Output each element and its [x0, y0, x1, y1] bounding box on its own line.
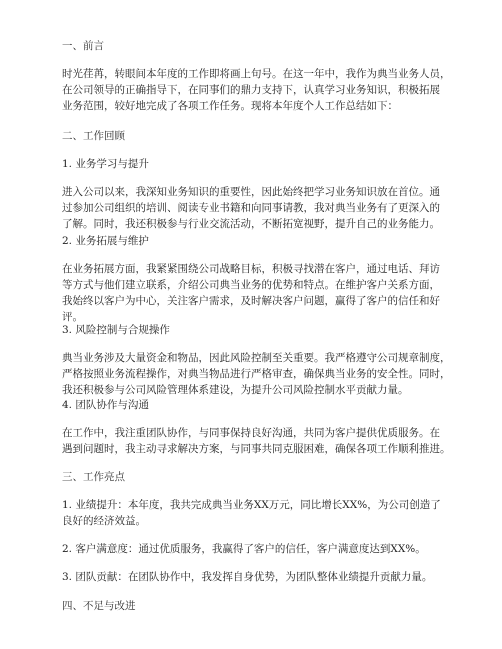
paragraph-line: 我始终以客户为中心，关注客户需求，及时解决客户问题，赢得了客户的信任和好	[62, 295, 440, 307]
paragraph-line: 严格按照业务流程操作，对典当物品进行严格审查，确保典当业务的安全性。同时，	[62, 368, 451, 380]
paragraph-line: 遇到问题时，我主动寻求解决方案，与同事共同克服困难，确保各项工作顺利推进。	[62, 443, 451, 455]
paragraph-line: 在公司领导的正确指导下，在同事们的鼎力支持下，认真学习业务知识，积极拓展	[62, 84, 440, 96]
list-item: 2. 客户满意度：通过优质服务，我赢得了客户的信任，客户满意度达到XX%。	[62, 543, 426, 555]
list-item: 3. 团队贡献：在团队协作中，我发挥自身优势，为团队整体业绩提升贡献力量。	[62, 571, 433, 583]
paragraph-line: 业务范围，较好地完成了各项工作任务。现将本年度个人工作总结如下：	[62, 100, 398, 112]
subsection-title: 1. 业务学习与提升	[62, 158, 149, 170]
paragraph-line: 我还积极参与公司风险管理体系建设，为提升公司风险控制水平贡献力量。	[62, 384, 409, 396]
section-heading-review: 二、工作回顾	[62, 130, 125, 142]
section-heading-highlights: 三、工作亮点	[62, 471, 125, 483]
paragraph-line: 在业务拓展方面，我紧紧围绕公司战略目标，积极寻找潜在客户，通过电话、拜访	[62, 263, 440, 275]
paragraph-line: 进入公司以来，我深知业务知识的重要性，因此始终把学习业务知识放在首位。通	[62, 186, 440, 198]
paragraph-line: 了解。同时，我还积极参与行业交流活动，不断拓宽视野，提升自己的业务能力。	[62, 218, 440, 230]
list-item-continuation: 良好的经济效益。	[62, 515, 146, 527]
paragraph-line: 时光荏苒，转眼间本年度的工作即将画上句号。在这一年中，我作为典当业务人员，	[62, 68, 451, 80]
paragraph-line: 过参加公司组织的培训、阅读专业书籍和向同事请教，我对典当业务有了更深入的	[62, 202, 440, 214]
list-item: 1. 业绩提升：本年度，我共完成典当业务XX万元，同比增长XX%，为公司创造了	[62, 499, 441, 511]
subsection-title: 2. 业务拓展与维护	[62, 235, 149, 247]
subsection-title: 4. 团队协作与沟通	[62, 399, 149, 411]
section-heading-intro: 一、前言	[62, 40, 104, 52]
paragraph-line: 等方式与他们建立联系，介绍公司典当业务的优势和特点。在维护客户关系方面，	[62, 279, 440, 291]
paragraph-line: 评。	[62, 311, 83, 323]
paragraph-line: 典当业务涉及大量资金和物品，因此风险控制至关重要。我严格遵守公司规章制度，	[62, 352, 451, 364]
subsection-title: 3. 风险控制与合规操作	[62, 324, 170, 336]
paragraph-line: 在工作中，我注重团队协作，与同事保持良好沟通，共同为客户提供优质服务。在	[62, 427, 440, 439]
section-heading-improvements: 四、不足与改进	[62, 600, 136, 612]
